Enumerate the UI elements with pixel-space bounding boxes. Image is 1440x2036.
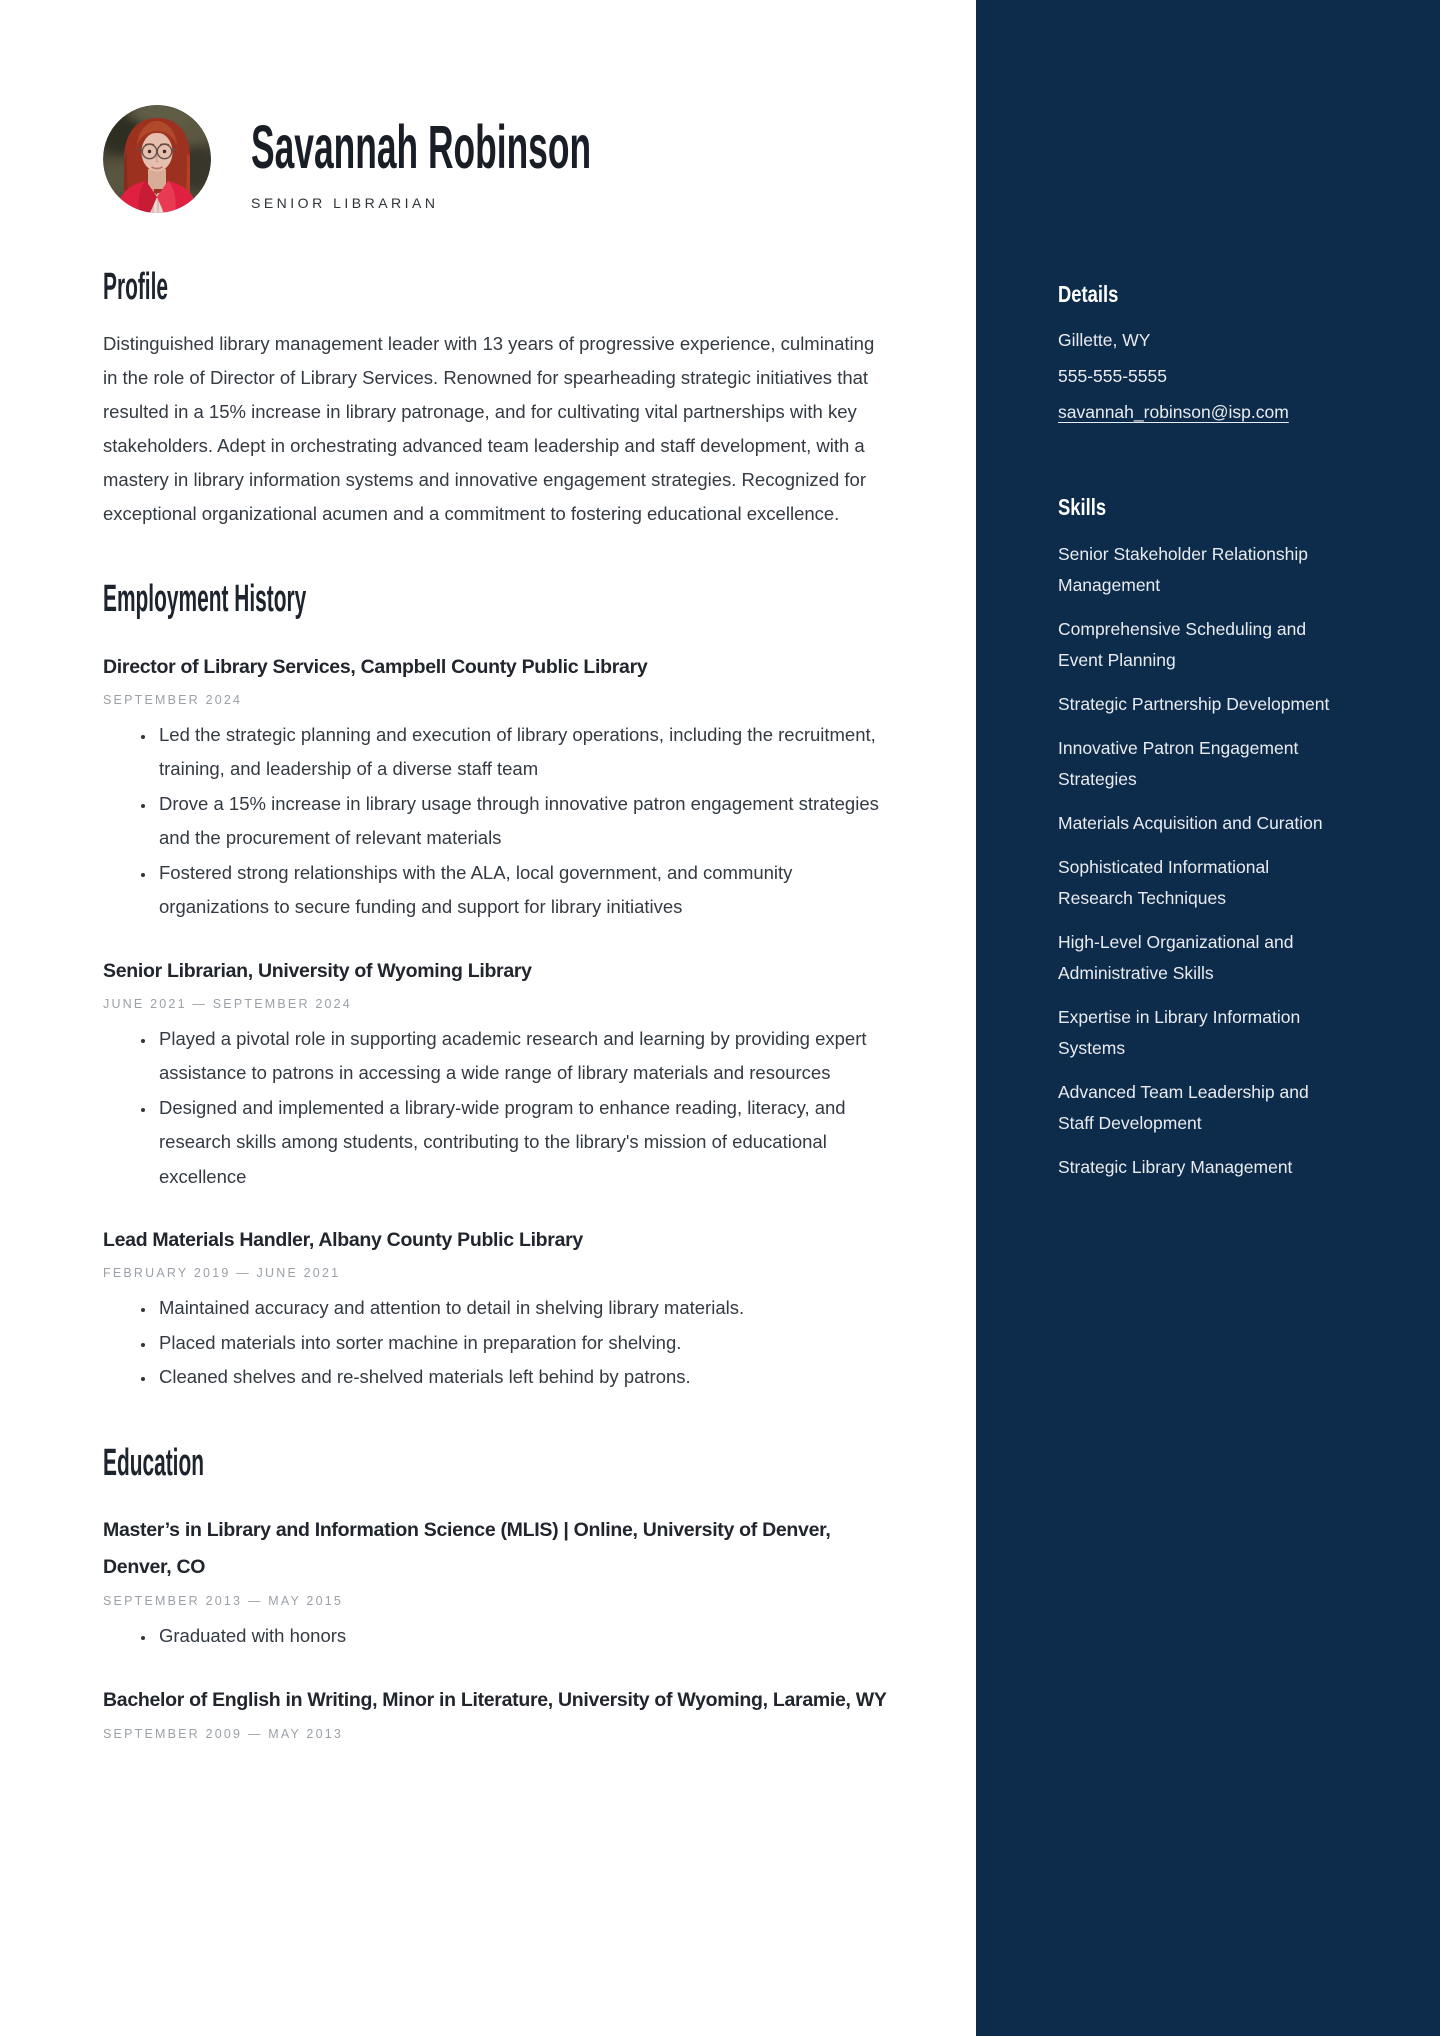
job-bullet: • Drove a 15% increase in library usage through innovative patron engagement strategies and the procurement of relevant materials <box>156 787 886 856</box>
job-entry <box>103 649 888 925</box>
candidate-name: Savannah Robinson <box>251 113 592 181</box>
employment-section-heading: Employment History <box>103 577 307 620</box>
skill-item: Advanced Team Leadership and Staff Development <box>1058 1082 1309 1133</box>
profile-photo-illustration <box>103 105 211 213</box>
job-bullet: • Cleaned shelves and re-shelved materials left behind by patrons. <box>156 1360 886 1395</box>
job-title: Lead Materials Handler, Albany County Public Library <box>103 1229 583 1252</box>
job-bullet-list <box>103 718 886 925</box>
profile-photo <box>103 105 211 213</box>
job-bullet: • Designed and implemented a library-wide program to enhance reading, literacy, and research skills among students, contributing to the library's mission of educational excellence <box>156 1091 886 1195</box>
details-heading: Details <box>1058 281 1119 307</box>
skills-heading: Skills <box>1058 494 1107 520</box>
resume-header <box>103 105 888 213</box>
profile-section-heading: Profile <box>103 266 169 308</box>
candidate-title: SENIOR LIBRARIAN <box>251 195 439 211</box>
job-bullet-list <box>103 1291 886 1395</box>
job-dates: SEPTEMBER 2024 <box>103 692 243 707</box>
job-dates: FEBRUARY 2019 — JUNE 2021 <box>103 1266 341 1281</box>
job-entry <box>103 953 888 1195</box>
skill-item: Strategic Library Management <box>1058 1157 1293 1177</box>
education-bullet-list <box>103 1619 886 1654</box>
skill-item: Expertise in Library Information Systems <box>1058 1007 1301 1058</box>
education-bullet: • Graduated with honors <box>156 1619 886 1654</box>
skill-item: Sophisticated Informational Research Techniques <box>1058 857 1270 908</box>
skill-item: Comprehensive Scheduling and Event Planning <box>1058 619 1307 670</box>
job-bullet: • Played a pivotal role in supporting academic research and learning by providing expert assistance to patrons in accessing a wide range of library materials and resources <box>156 1022 886 1091</box>
education-dates: SEPTEMBER 2013 — MAY 2015 <box>103 1594 344 1609</box>
job-bullet: • Led the strategic planning and execution of library operations, including the recruitment, training, and leadership of a diverse staff team <box>156 718 886 787</box>
job-bullet: • Fostered strong relationships with the ALA, local government, and community organizations to secure funding and support for library initiatives <box>156 856 886 925</box>
job-entry <box>103 1222 888 1395</box>
education-entry <box>103 1512 888 1654</box>
education-title: Master’s in Library and Information Science (MLIS) | Online, University of Denver, Denver, CO <box>103 1519 831 1579</box>
job-bullet: • Placed materials into sorter machine in preparation for shelving. <box>156 1326 886 1361</box>
profile-summary: Distinguished library management leader with 13 years of progressive experience, culminating in the role of Director of Library Services. Renowned for spearheading strategic initiatives that resulted in a 15% increase in library patronage, and for cultivating vital partnerships with key stakeholders. Adept in orchestrating advanced team leadership and staff development, with a mastery in library information systems and innovative engagement strategies. Recognized for exceptional organizational acumen and a commitment to fostering educational excellence. <box>103 332 875 524</box>
job-dates: JUNE 2021 — SEPTEMBER 2024 <box>103 996 352 1011</box>
skills-list <box>1058 539 1334 1183</box>
details-section <box>1058 283 1334 430</box>
education-title: Bachelor of English in Writing, Minor in Literature, University of Wyoming, Laramie, WY <box>103 1688 887 1711</box>
skill-item: Innovative Patron Engagement Strategies <box>1058 738 1299 789</box>
skill-item: Materials Acquisition and Curation <box>1058 813 1323 833</box>
education-dates: SEPTEMBER 2009 — MAY 2013 <box>103 1726 344 1741</box>
education-entry <box>103 1682 888 1741</box>
education-section-heading: Education <box>103 1441 205 1484</box>
sidebar <box>976 0 1440 2036</box>
job-title: Senior Librarian, University of Wyoming Library <box>103 959 532 982</box>
job-bullet: • Maintained accuracy and attention to detail in shelving library materials. <box>156 1291 886 1326</box>
skill-item: Strategic Partnership Development <box>1058 694 1330 714</box>
detail-email-link[interactable]: savannah_robinson@isp.com <box>1058 402 1289 422</box>
skill-item: High-Level Organizational and Administrative Skills <box>1058 932 1294 983</box>
job-bullet-list <box>103 1022 886 1195</box>
skills-section <box>1058 496 1334 1183</box>
job-title: Director of Library Services, Campbell County Public Library <box>103 655 648 678</box>
skill-item: Senior Stakeholder Relationship Management <box>1058 544 1309 595</box>
detail-phone: 555-555-5555 <box>1058 366 1167 386</box>
detail-location: Gillette, WY <box>1058 330 1151 350</box>
